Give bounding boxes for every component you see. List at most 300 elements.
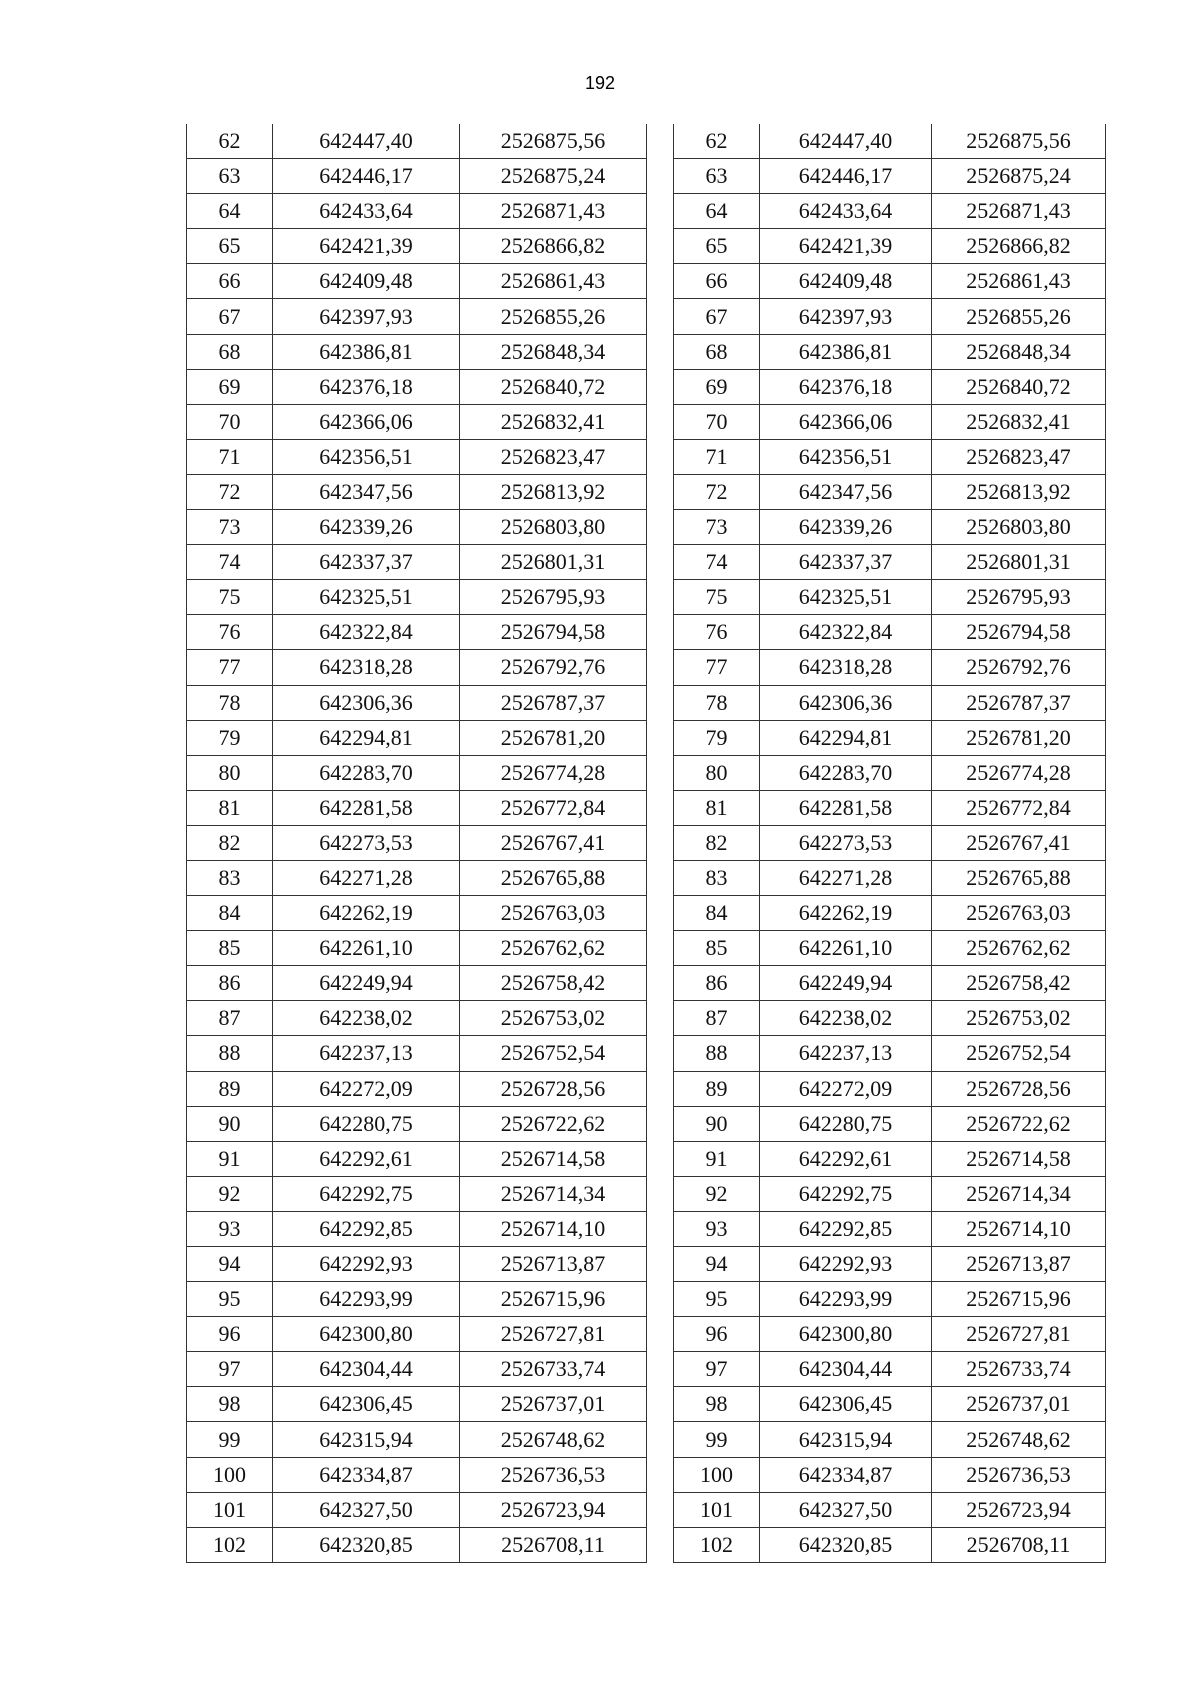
x-coordinate-cell: 642292,85 [760,1211,932,1246]
x-coordinate-cell: 642300,80 [273,1317,460,1352]
point-number-cell: 75 [674,580,760,615]
table-row [187,966,647,1001]
x-coordinate-cell: 642366,06 [760,404,932,439]
table-row [187,580,647,615]
x-coordinate-cell: 642306,36 [760,685,932,720]
table-row [187,510,647,545]
y-coordinate-cell: 2526840,72 [460,369,647,404]
table-row [674,1282,1106,1317]
y-coordinate-cell: 2526714,10 [932,1211,1106,1246]
x-coordinate-cell: 642320,85 [760,1527,932,1562]
point-number-cell: 65 [674,229,760,264]
point-number-cell: 100 [187,1457,273,1492]
x-coordinate-cell: 642315,94 [760,1422,932,1457]
table-row [187,1247,647,1282]
point-number-cell: 94 [674,1247,760,1282]
x-coordinate-cell: 642447,40 [273,124,460,159]
x-coordinate-cell: 642397,93 [273,299,460,334]
table-row [187,1387,647,1422]
table-row [187,1001,647,1036]
y-coordinate-cell: 2526713,87 [460,1247,647,1282]
table-row [674,825,1106,860]
table-row [674,1106,1106,1141]
y-coordinate-cell: 2526781,20 [460,720,647,755]
x-coordinate-cell: 642292,61 [273,1141,460,1176]
x-coordinate-cell: 642272,09 [760,1071,932,1106]
y-coordinate-cell: 2526855,26 [932,299,1106,334]
point-number-cell: 68 [674,334,760,369]
x-coordinate-cell: 642318,28 [760,650,932,685]
table-row [187,896,647,931]
x-coordinate-cell: 642386,81 [760,334,932,369]
y-coordinate-cell: 2526713,87 [932,1247,1106,1282]
y-coordinate-cell: 2526758,42 [460,966,647,1001]
y-coordinate-cell: 2526767,41 [932,825,1106,860]
x-coordinate-cell: 642293,99 [273,1282,460,1317]
x-coordinate-cell: 642300,80 [760,1317,932,1352]
y-coordinate-cell: 2526787,37 [932,685,1106,720]
table-row [674,931,1106,966]
x-coordinate-cell: 642280,75 [273,1106,460,1141]
x-coordinate-cell: 642283,70 [273,755,460,790]
table-row [674,896,1106,931]
x-coordinate-cell: 642306,36 [273,685,460,720]
x-coordinate-cell: 642376,18 [760,369,932,404]
y-coordinate-cell: 2526727,81 [460,1317,647,1352]
y-coordinate-cell: 2526781,20 [932,720,1106,755]
point-number-cell: 82 [187,825,273,860]
y-coordinate-cell: 2526765,88 [932,860,1106,895]
table-row [187,1071,647,1106]
x-coordinate-cell: 642376,18 [273,369,460,404]
x-coordinate-cell: 642421,39 [760,229,932,264]
table-row [187,545,647,580]
point-number-cell: 91 [187,1141,273,1176]
table-row [674,439,1106,474]
table-row [674,334,1106,369]
point-number-cell: 62 [187,124,273,159]
point-number-cell: 73 [187,510,273,545]
x-coordinate-cell: 642306,45 [273,1387,460,1422]
table-row [674,580,1106,615]
y-coordinate-cell: 2526752,54 [460,1036,647,1071]
x-coordinate-cell: 642334,87 [273,1457,460,1492]
y-coordinate-cell: 2526753,02 [460,1001,647,1036]
x-coordinate-cell: 642339,26 [760,510,932,545]
table-row [674,229,1106,264]
point-number-cell: 85 [187,931,273,966]
y-coordinate-cell: 2526714,10 [460,1211,647,1246]
y-coordinate-cell: 2526752,54 [932,1036,1106,1071]
y-coordinate-cell: 2526871,43 [932,194,1106,229]
y-coordinate-cell: 2526727,81 [932,1317,1106,1352]
point-number-cell: 80 [674,755,760,790]
point-number-cell: 76 [674,615,760,650]
point-number-cell: 70 [674,404,760,439]
point-number-cell: 66 [674,264,760,299]
point-number-cell: 101 [187,1492,273,1527]
y-coordinate-cell: 2526855,26 [460,299,647,334]
y-coordinate-cell: 2526722,62 [460,1106,647,1141]
y-coordinate-cell: 2526787,37 [460,685,647,720]
point-number-cell: 102 [674,1527,760,1562]
table-row [674,159,1106,194]
x-coordinate-cell: 642261,10 [273,931,460,966]
point-number-cell: 69 [187,369,273,404]
y-coordinate-cell: 2526832,41 [932,404,1106,439]
table-row [187,1527,647,1562]
table-row [187,1036,647,1071]
y-coordinate-cell: 2526795,93 [932,580,1106,615]
table-row [187,439,647,474]
x-coordinate-cell: 642318,28 [273,650,460,685]
point-number-cell: 92 [187,1176,273,1211]
y-coordinate-cell: 2526728,56 [932,1071,1106,1106]
table-row [187,299,647,334]
table-row [187,1317,647,1352]
x-coordinate-cell: 642249,94 [760,966,932,1001]
x-coordinate-cell: 642293,99 [760,1282,932,1317]
y-coordinate-cell: 2526714,58 [932,1141,1106,1176]
table-row [187,790,647,825]
table-row [187,1352,647,1387]
x-coordinate-cell: 642237,13 [760,1036,932,1071]
point-number-cell: 85 [674,931,760,966]
y-coordinate-cell: 2526840,72 [932,369,1106,404]
y-coordinate-cell: 2526714,34 [460,1176,647,1211]
y-coordinate-cell: 2526708,11 [932,1527,1106,1562]
x-coordinate-cell: 642322,84 [273,615,460,650]
x-coordinate-cell: 642347,56 [760,474,932,509]
y-coordinate-cell: 2526866,82 [460,229,647,264]
point-number-cell: 77 [187,650,273,685]
y-coordinate-cell: 2526765,88 [460,860,647,895]
point-number-cell: 79 [674,720,760,755]
x-coordinate-cell: 642327,50 [760,1492,932,1527]
table-row [674,1176,1106,1211]
x-coordinate-cell: 642261,10 [760,931,932,966]
table-row [187,755,647,790]
point-number-cell: 93 [187,1211,273,1246]
x-coordinate-cell: 642433,64 [760,194,932,229]
point-number-cell: 67 [187,299,273,334]
y-coordinate-cell: 2526733,74 [932,1352,1106,1387]
point-number-cell: 76 [187,615,273,650]
y-coordinate-cell: 2526736,53 [932,1457,1106,1492]
table-row [187,1492,647,1527]
y-coordinate-cell: 2526723,94 [460,1492,647,1527]
point-number-cell: 74 [674,545,760,580]
y-coordinate-cell: 2526714,34 [932,1176,1106,1211]
x-coordinate-cell: 642238,02 [273,1001,460,1036]
y-coordinate-cell: 2526763,03 [460,896,647,931]
table-row [187,1106,647,1141]
point-number-cell: 87 [187,1001,273,1036]
point-number-cell: 69 [674,369,760,404]
x-coordinate-cell: 642337,37 [273,545,460,580]
point-number-cell: 80 [187,755,273,790]
y-coordinate-cell: 2526794,58 [932,615,1106,650]
point-number-cell: 100 [674,1457,760,1492]
table-row [674,615,1106,650]
point-number-cell: 66 [187,264,273,299]
x-coordinate-cell: 642262,19 [273,896,460,931]
table-row [187,229,647,264]
x-coordinate-cell: 642386,81 [273,334,460,369]
y-coordinate-cell: 2526722,62 [932,1106,1106,1141]
table-row [674,510,1106,545]
x-coordinate-cell: 642433,64 [273,194,460,229]
point-number-cell: 97 [674,1352,760,1387]
table-row [187,334,647,369]
table-row [187,474,647,509]
x-coordinate-cell: 642315,94 [273,1422,460,1457]
y-coordinate-cell: 2526823,47 [460,439,647,474]
y-coordinate-cell: 2526767,41 [460,825,647,860]
table-row [187,1176,647,1211]
x-coordinate-cell: 642249,94 [273,966,460,1001]
point-number-cell: 101 [674,1492,760,1527]
point-number-cell: 87 [674,1001,760,1036]
point-number-cell: 96 [674,1317,760,1352]
x-coordinate-cell: 642409,48 [273,264,460,299]
x-coordinate-cell: 642397,93 [760,299,932,334]
table-row [187,931,647,966]
table-row [187,369,647,404]
point-number-cell: 86 [674,966,760,1001]
y-coordinate-cell: 2526832,41 [460,404,647,439]
table-row [187,1422,647,1457]
x-coordinate-cell: 642292,61 [760,1141,932,1176]
table-row [674,1036,1106,1071]
y-coordinate-cell: 2526733,74 [460,1352,647,1387]
x-coordinate-cell: 642347,56 [273,474,460,509]
table-row [674,720,1106,755]
point-number-cell: 92 [674,1176,760,1211]
point-number-cell: 96 [187,1317,273,1352]
y-coordinate-cell: 2526813,92 [932,474,1106,509]
x-coordinate-cell: 642237,13 [273,1036,460,1071]
y-coordinate-cell: 2526792,76 [932,650,1106,685]
x-coordinate-cell: 642304,44 [760,1352,932,1387]
point-number-cell: 73 [674,510,760,545]
point-number-cell: 82 [674,825,760,860]
y-coordinate-cell: 2526792,76 [460,650,647,685]
table-row [187,404,647,439]
point-number-cell: 79 [187,720,273,755]
x-coordinate-cell: 642281,58 [760,790,932,825]
x-coordinate-cell: 642262,19 [760,896,932,931]
table-row [187,860,647,895]
table-row [187,194,647,229]
point-number-cell: 77 [674,650,760,685]
y-coordinate-cell: 2526794,58 [460,615,647,650]
y-coordinate-cell: 2526866,82 [932,229,1106,264]
point-number-cell: 89 [187,1071,273,1106]
point-number-cell: 88 [674,1036,760,1071]
x-coordinate-cell: 642325,51 [760,580,932,615]
table-row [674,1001,1106,1036]
table-row [187,685,647,720]
x-coordinate-cell: 642327,50 [273,1492,460,1527]
table-row [674,1211,1106,1246]
y-coordinate-cell: 2526801,31 [460,545,647,580]
y-coordinate-cell: 2526723,94 [932,1492,1106,1527]
table-row [187,650,647,685]
y-coordinate-cell: 2526737,01 [460,1387,647,1422]
x-coordinate-cell: 642283,70 [760,755,932,790]
table-row [187,1141,647,1176]
table-row [187,1282,647,1317]
x-coordinate-cell: 642322,84 [760,615,932,650]
y-coordinate-cell: 2526774,28 [460,755,647,790]
y-coordinate-cell: 2526774,28 [932,755,1106,790]
point-number-cell: 86 [187,966,273,1001]
point-number-cell: 102 [187,1527,273,1562]
table-row [187,615,647,650]
table-row [674,474,1106,509]
table-row [674,755,1106,790]
table-row [674,966,1106,1001]
page-number: 192 [584,73,616,93]
y-coordinate-cell: 2526875,24 [460,159,647,194]
y-coordinate-cell: 2526753,02 [932,1001,1106,1036]
table-row [187,720,647,755]
table-row [674,1387,1106,1422]
point-number-cell: 72 [674,474,760,509]
y-coordinate-cell: 2526801,31 [932,545,1106,580]
point-number-cell: 71 [674,439,760,474]
point-number-cell: 93 [674,1211,760,1246]
y-coordinate-cell: 2526762,62 [932,931,1106,966]
point-number-cell: 63 [674,159,760,194]
point-number-cell: 64 [187,194,273,229]
y-coordinate-cell: 2526875,56 [460,124,647,159]
x-coordinate-cell: 642292,93 [760,1247,932,1282]
point-number-cell: 98 [187,1387,273,1422]
table-row [674,1457,1106,1492]
point-number-cell: 91 [674,1141,760,1176]
point-number-cell: 78 [187,685,273,720]
point-number-cell: 78 [674,685,760,720]
x-coordinate-cell: 642271,28 [273,860,460,895]
point-number-cell: 97 [187,1352,273,1387]
table-row [674,124,1106,159]
table-row [187,124,647,159]
table-row [674,1422,1106,1457]
x-coordinate-cell: 642356,51 [760,439,932,474]
x-coordinate-cell: 642421,39 [273,229,460,264]
x-coordinate-cell: 642294,81 [273,720,460,755]
y-coordinate-cell: 2526803,80 [460,510,647,545]
point-number-cell: 75 [187,580,273,615]
x-coordinate-cell: 642306,45 [760,1387,932,1422]
point-number-cell: 74 [187,545,273,580]
x-coordinate-cell: 642292,85 [273,1211,460,1246]
table-row [187,825,647,860]
y-coordinate-cell: 2526875,24 [932,159,1106,194]
table-row [674,1317,1106,1352]
table-row [674,369,1106,404]
point-number-cell: 99 [674,1422,760,1457]
x-coordinate-cell: 642273,53 [273,825,460,860]
y-coordinate-cell: 2526714,58 [460,1141,647,1176]
point-number-cell: 90 [187,1106,273,1141]
y-coordinate-cell: 2526861,43 [460,264,647,299]
y-coordinate-cell: 2526748,62 [460,1422,647,1457]
x-coordinate-cell: 642446,17 [273,159,460,194]
x-coordinate-cell: 642292,93 [273,1247,460,1282]
y-coordinate-cell: 2526772,84 [932,790,1106,825]
y-coordinate-cell: 2526762,62 [460,931,647,966]
table-row [674,1492,1106,1527]
x-coordinate-cell: 642325,51 [273,580,460,615]
point-number-cell: 64 [674,194,760,229]
x-coordinate-cell: 642356,51 [273,439,460,474]
x-coordinate-cell: 642238,02 [760,1001,932,1036]
table-row [674,685,1106,720]
table-row [674,1352,1106,1387]
y-coordinate-cell: 2526715,96 [460,1282,647,1317]
y-coordinate-cell: 2526823,47 [932,439,1106,474]
x-coordinate-cell: 642447,40 [760,124,932,159]
y-coordinate-cell: 2526708,11 [460,1527,647,1562]
x-coordinate-cell: 642366,06 [273,404,460,439]
y-coordinate-cell: 2526748,62 [932,1422,1106,1457]
x-coordinate-cell: 642446,17 [760,159,932,194]
y-coordinate-cell: 2526795,93 [460,580,647,615]
point-number-cell: 89 [674,1071,760,1106]
x-coordinate-cell: 642337,37 [760,545,932,580]
y-coordinate-cell: 2526848,34 [932,334,1106,369]
x-coordinate-cell: 642280,75 [760,1106,932,1141]
x-coordinate-cell: 642271,28 [760,860,932,895]
y-coordinate-cell: 2526763,03 [932,896,1106,931]
point-number-cell: 70 [187,404,273,439]
point-number-cell: 67 [674,299,760,334]
table-row [674,1141,1106,1176]
y-coordinate-cell: 2526871,43 [460,194,647,229]
point-number-cell: 95 [674,1282,760,1317]
table-row [187,1457,647,1492]
point-number-cell: 83 [674,860,760,895]
coordinates-table-right [673,124,1106,1563]
x-coordinate-cell: 642334,87 [760,1457,932,1492]
table-row [674,860,1106,895]
x-coordinate-cell: 642292,75 [273,1176,460,1211]
table-row [674,650,1106,685]
table-row [674,1527,1106,1562]
point-number-cell: 68 [187,334,273,369]
point-number-cell: 62 [674,124,760,159]
x-coordinate-cell: 642409,48 [760,264,932,299]
table-row [674,194,1106,229]
y-coordinate-cell: 2526736,53 [460,1457,647,1492]
point-number-cell: 84 [187,896,273,931]
y-coordinate-cell: 2526737,01 [932,1387,1106,1422]
point-number-cell: 88 [187,1036,273,1071]
y-coordinate-cell: 2526861,43 [932,264,1106,299]
x-coordinate-cell: 642339,26 [273,510,460,545]
x-coordinate-cell: 642292,75 [760,1176,932,1211]
y-coordinate-cell: 2526715,96 [932,1282,1106,1317]
x-coordinate-cell: 642272,09 [273,1071,460,1106]
point-number-cell: 98 [674,1387,760,1422]
table-row [674,545,1106,580]
table-row [674,1071,1106,1106]
table-row [674,299,1106,334]
point-number-cell: 81 [674,790,760,825]
